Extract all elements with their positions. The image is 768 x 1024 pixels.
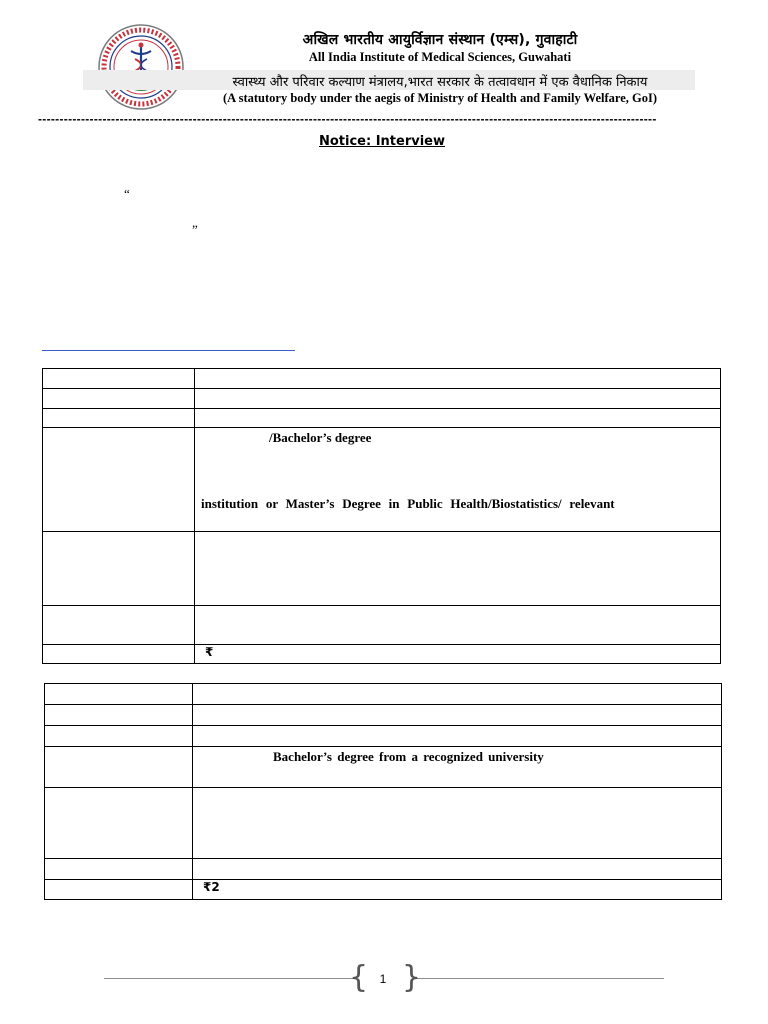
table-cell: [193, 726, 722, 747]
table-row: [45, 880, 722, 900]
table-row: [43, 606, 721, 645]
table-cell: [45, 684, 193, 705]
table-cell: [43, 428, 195, 532]
table-cell: [193, 684, 722, 705]
notice-title-text: Notice: Interview: [318, 134, 446, 149]
salary-cell: [193, 880, 722, 900]
position-table-1: [42, 368, 721, 664]
table-cell: [45, 788, 193, 859]
institute-subtitle-english: (A statutory body under the aegis of Ministry of Health and Family Welfare, GoI): [222, 91, 658, 105]
table-cell: [43, 409, 195, 428]
table-row: [43, 532, 721, 606]
footer-rule-right: [412, 978, 664, 979]
table-row: [45, 788, 722, 859]
table-row: [43, 645, 721, 664]
table-cell: [45, 747, 193, 788]
salary-cell: [195, 645, 721, 664]
table-cell: [193, 859, 722, 880]
table-cell: [195, 532, 721, 606]
table-cell: [193, 705, 722, 726]
table-row: [45, 726, 722, 747]
table-cell: [193, 788, 722, 859]
footer-rule-left: [104, 978, 354, 979]
institute-name-english: All India Institute of Medical Sciences, Guwahati: [308, 50, 572, 64]
header-divider: ------------------------------------------------------------------------------------------------------------------------------------------------: [38, 112, 657, 126]
table-cell: [45, 705, 193, 726]
table-cell: [195, 409, 721, 428]
institute-subtitle-hindi: स्वास्थ्य और परिवार कल्याण मंत्रालय,भारत सरकार के तत्वावधान में एक वैधानिक निकाय: [232, 75, 648, 90]
position-table-2: [44, 683, 722, 900]
table-cell: [43, 389, 195, 409]
table-cell: [45, 726, 193, 747]
table-row: [43, 428, 721, 532]
link-underline[interactable]: [42, 350, 295, 351]
table-row: [43, 389, 721, 409]
table-row: [43, 369, 721, 389]
qualification-line-1: /Bachelor’s degree: [269, 430, 372, 445]
table-cell: [43, 645, 195, 664]
quote-open-mark: “: [124, 186, 130, 201]
notice-title: [0, 134, 764, 149]
salary-value: ₹2: [203, 880, 220, 894]
table-cell: [195, 369, 721, 389]
table-cell: [43, 532, 195, 606]
table-cell: [43, 369, 195, 389]
table-cell: [195, 606, 721, 645]
table-cell: [195, 389, 721, 409]
qualification-line-2: institution or Master’s Degree in Public Health/Biostatistics/ relevant: [201, 496, 615, 511]
table-row: [45, 859, 722, 880]
table-row: [45, 705, 722, 726]
table-row: [45, 747, 722, 788]
institute-name-hindi: अखिल भारतीय आयुर्विज्ञान संस्थान (एम्स), गुवाहाटी: [302, 32, 578, 48]
page-number: 1: [379, 972, 387, 986]
aiims-emblem-icon: [97, 23, 185, 111]
quote-close-mark: ”: [192, 222, 198, 237]
page-brace-left: {: [349, 960, 369, 995]
qualification-text: Bachelor’s degree from a recognized university: [273, 749, 544, 764]
table-row: [45, 684, 722, 705]
table-cell: [45, 859, 193, 880]
table-cell: [43, 606, 195, 645]
page-brace-right: }: [402, 960, 422, 995]
qualification-cell: [193, 747, 722, 788]
table-cell: [45, 880, 193, 900]
salary-value: ₹: [205, 645, 214, 659]
qualification-cell: [195, 428, 721, 532]
table-row: [43, 409, 721, 428]
